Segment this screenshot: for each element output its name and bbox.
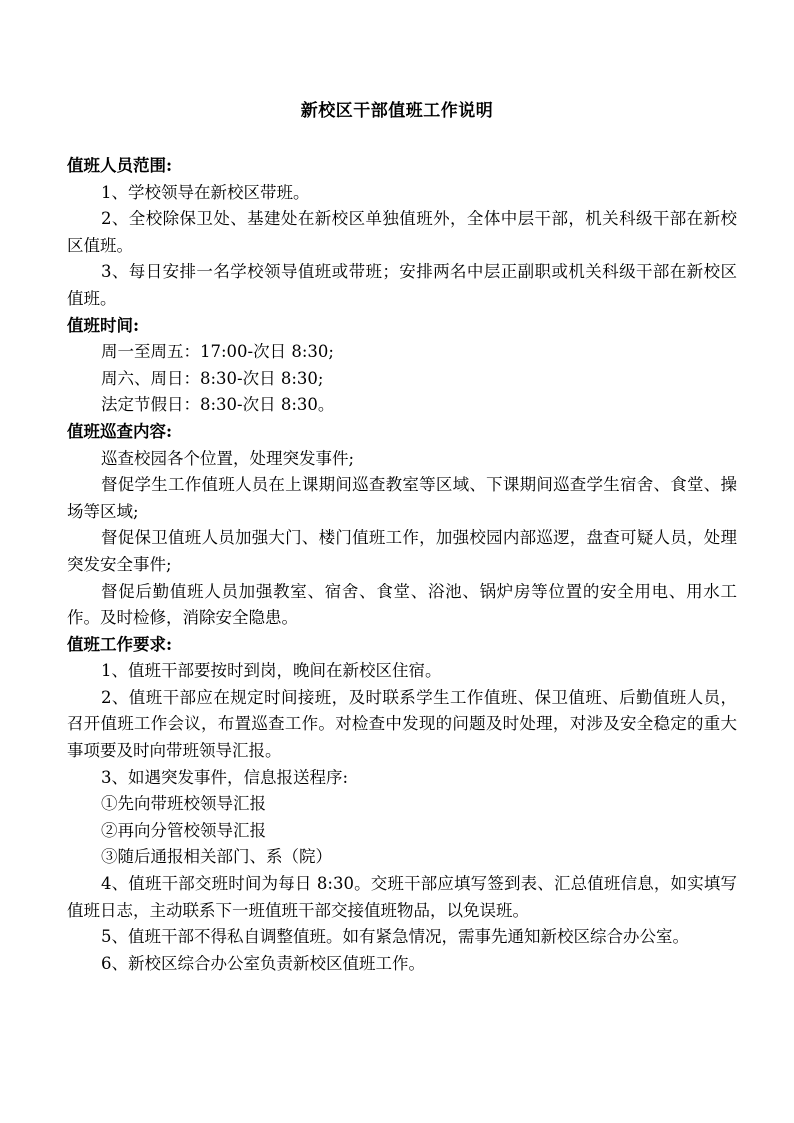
paragraph: ③随后通报相关部门、系（院） — [101, 847, 332, 867]
section-heading: 值班人员范围: — [67, 156, 173, 175]
paragraph: 周六、周日：8:30-次日 8:30; — [101, 368, 324, 388]
section-patrol-content — [67, 419, 737, 632]
paragraph: 1、值班干部要按时到岗，晚间在新校区住宿。 — [101, 661, 442, 681]
section-heading: 值班巡查内容: — [67, 421, 173, 441]
paragraph: ②再向分管校领导汇报 — [101, 820, 266, 840]
section-heading: 值班工作要求: — [67, 634, 173, 654]
paragraph: 6、新校区综合办公室负责新校区值班工作。 — [101, 953, 425, 973]
paragraph: 督促后勤值班人员加强教室、宿舍、食堂、浴池、锅炉房等位置的安全用电、用水工作。及时检修，消除安全隐患。 — [67, 581, 737, 628]
section-duty-personnel — [67, 153, 737, 313]
document-body — [67, 153, 737, 977]
paragraph: 2、全校除保卫处、基建处在新校区单独值班外，全体中层干部，机关科级干部在新校区值班。 — [67, 209, 737, 255]
section-duty-time — [67, 313, 737, 419]
paragraph: 2、值班干部应在规定时间接班，及时联系学生工作值班、保卫值班、后勤值班人员，召开值班工作会议，布置巡查工作。对检查中发现的问题及时处理，对涉及安全稳定的重大事项要及时向带班领导汇报。 — [67, 687, 737, 761]
section-duty-requirements — [67, 632, 737, 978]
paragraph: 3、如遇突发事件，信息报送程序: — [101, 767, 349, 787]
paragraph: 督促学生工作值班人员在上课期间巡查教室等区域、下课期间巡查学生宿舍、食堂、操场等区域; — [67, 475, 737, 521]
document-title: 新校区干部值班工作说明 — [300, 101, 494, 121]
paragraph: 3、每日安排一名学校领导值班或带班；安排两名中层正副职或机关科级干部在新校区值班。 — [67, 262, 737, 308]
paragraph: 法定节假日：8:30-次日 8:30。 — [101, 395, 335, 415]
paragraph: 周一至周五：17:00-次日 8:30; — [101, 342, 334, 362]
paragraph: ①先向带班校领导汇报 — [101, 794, 266, 814]
paragraph: 巡查校园各个位置，处理突发事件; — [101, 448, 355, 468]
paragraph: 5、值班干部不得私自调整值班。如有紧急情况，需事先通知新校区综合办公室。 — [101, 927, 689, 947]
paragraph: 4、值班干部交班时间为每日 8:30。交班干部应填写签到表、汇总值班信息，如实填写值班日志，主动联系下一班值班干部交接值班物品，以免误班。 — [67, 874, 737, 920]
section-heading: 值班时间: — [67, 315, 140, 335]
paragraph: 1、学校领导在新校区带班。 — [101, 182, 310, 202]
paragraph: 督促保卫值班人员加强大门、楼门值班工作，加强校园内部巡逻，盘查可疑人员，处理突发安全事件; — [67, 528, 737, 574]
